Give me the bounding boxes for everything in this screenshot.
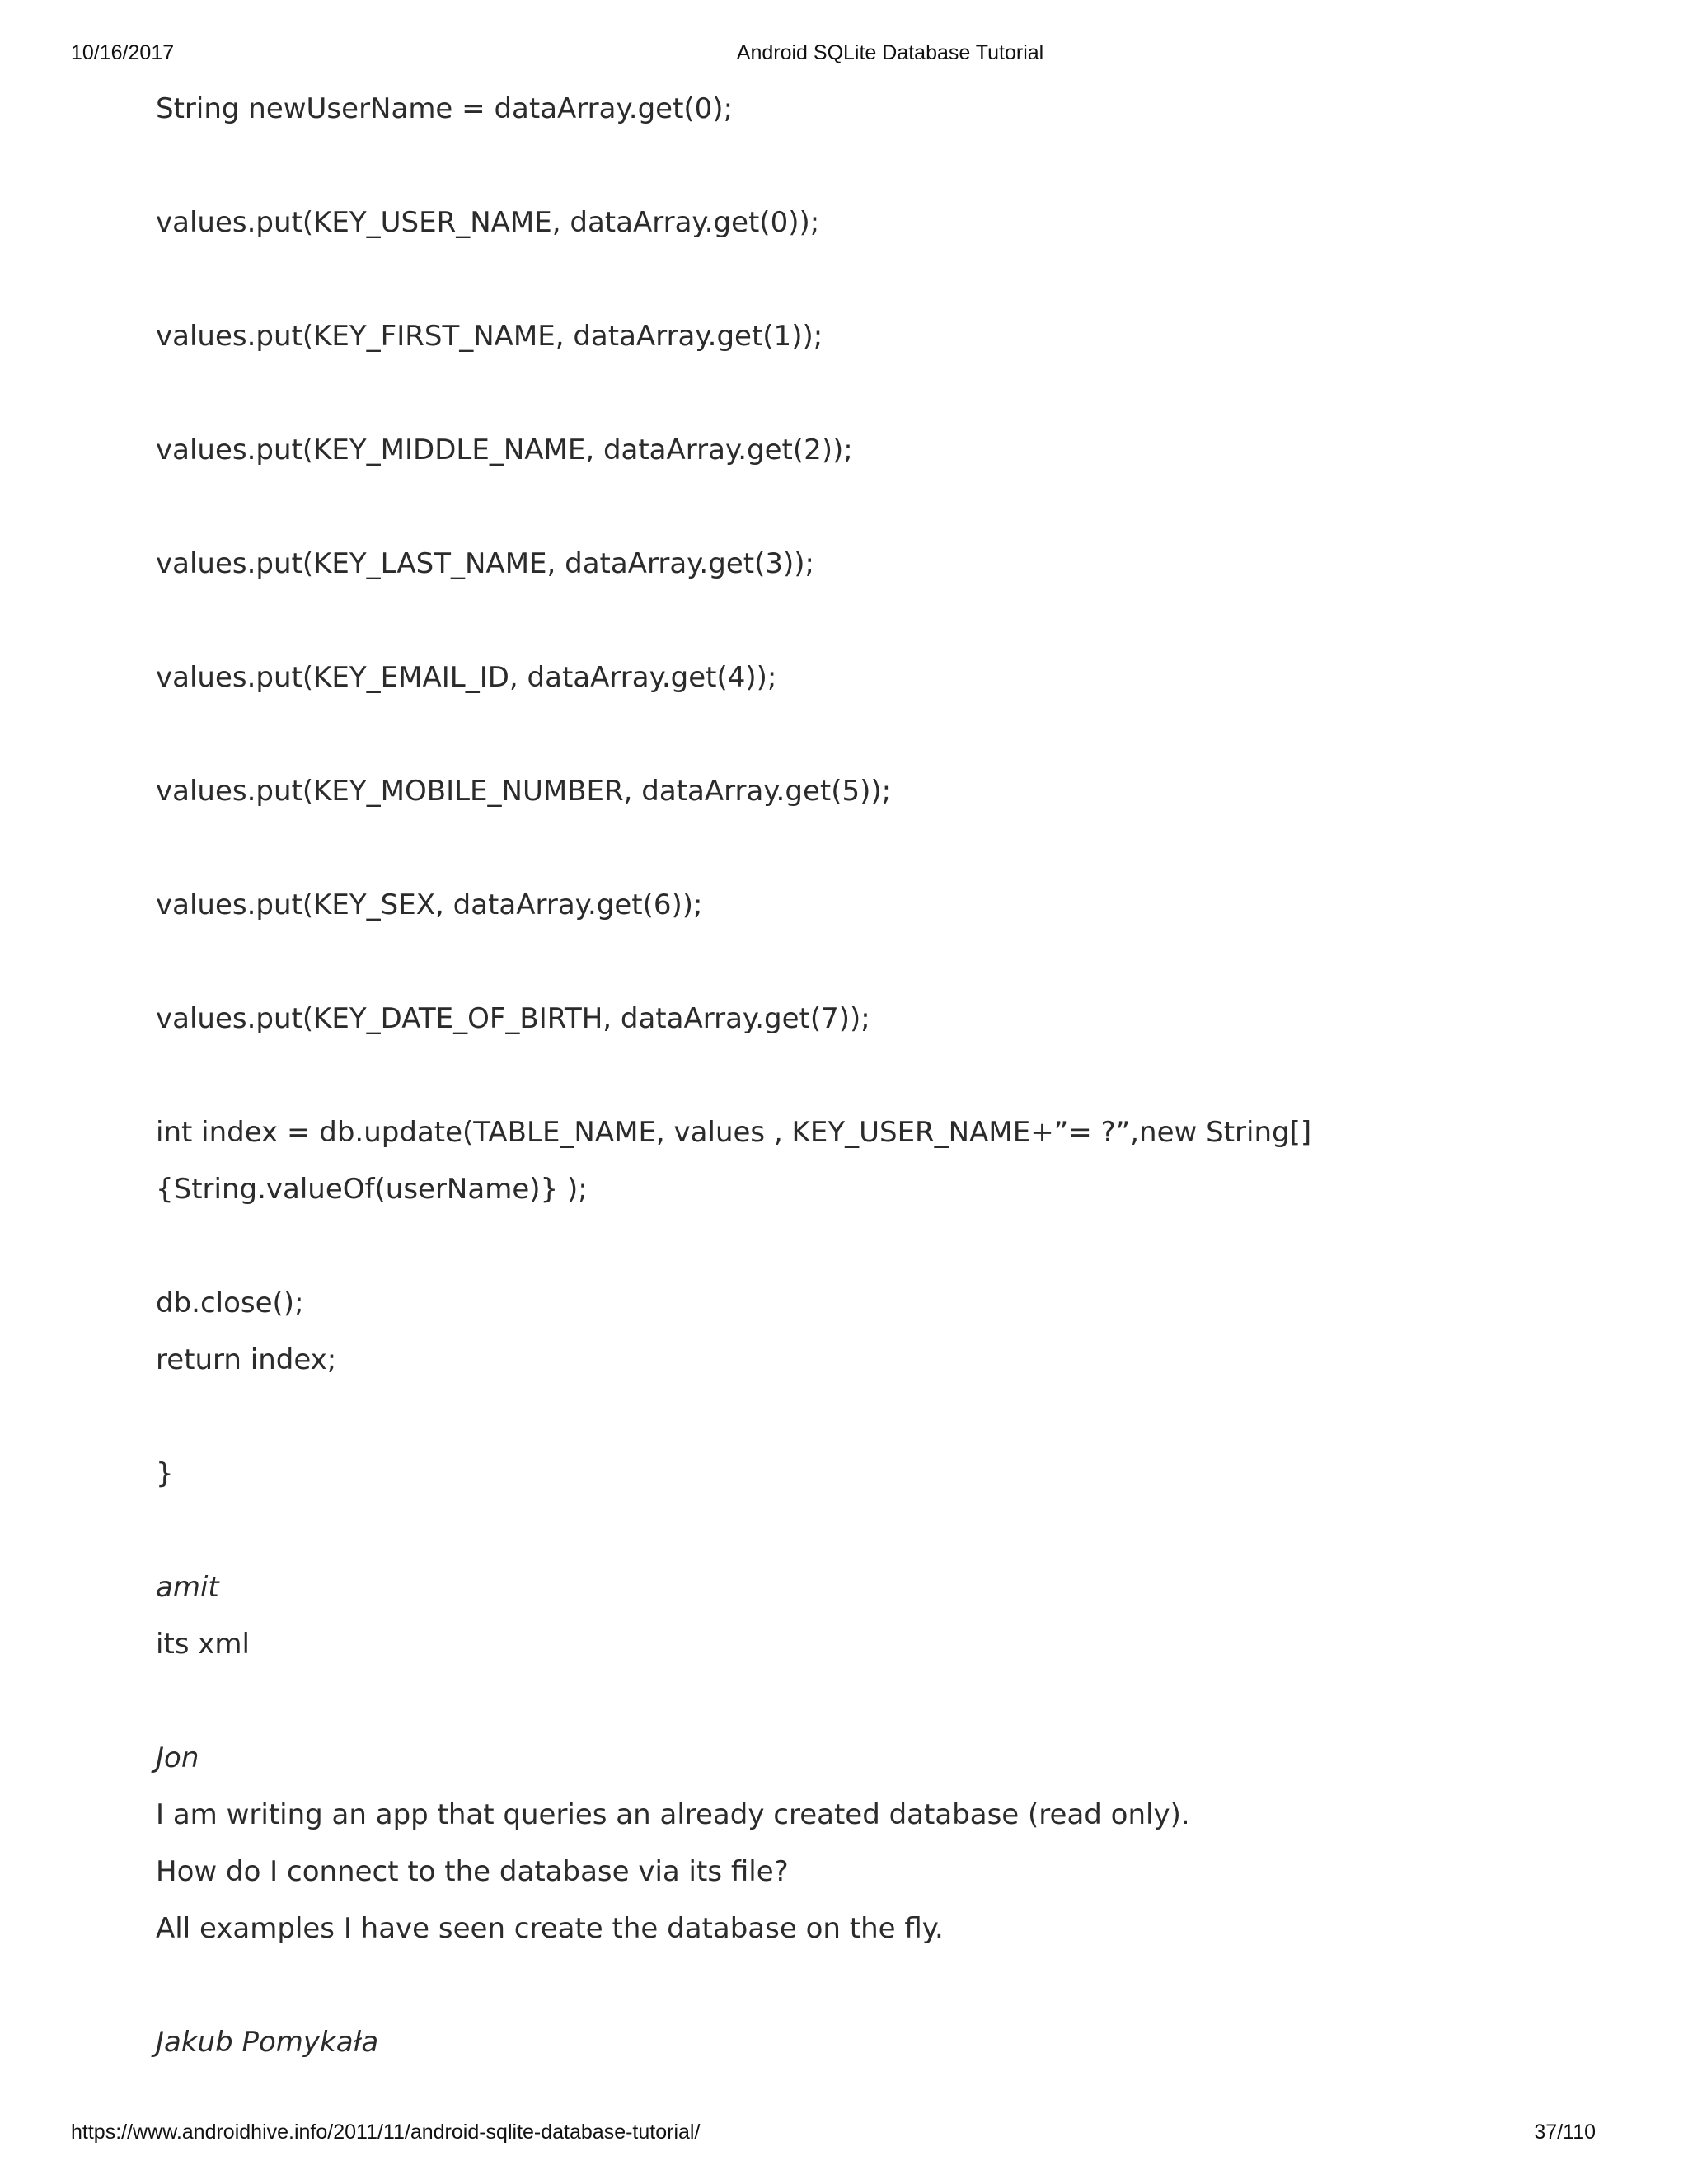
comment-author: Jon bbox=[156, 1741, 199, 1774]
code-line: } bbox=[156, 1457, 174, 1490]
comment-author: amit bbox=[156, 1571, 219, 1604]
code-line: values.put(KEY_EMAIL_ID, dataArray.get(4)); bbox=[156, 661, 777, 694]
comment-text: All examples I have seen create the database on the fly. bbox=[156, 1912, 944, 1945]
comment-text: I am writing an app that queries an already created database (read only). bbox=[156, 1798, 1190, 1831]
comment-text: How do I connect to the database via its file? bbox=[156, 1855, 789, 1888]
spacer bbox=[156, 479, 1606, 536]
code-line: String newUserName = dataArray.get(0); bbox=[156, 92, 734, 125]
code-line: db.close(); bbox=[156, 1286, 304, 1319]
code-line: values.put(KEY_FIRST_NAME, dataArray.get(1)); bbox=[156, 320, 823, 353]
comment-author: Jakub Pomykała bbox=[156, 2026, 379, 2059]
spacer bbox=[156, 1957, 1606, 2014]
spacer bbox=[156, 1502, 1606, 1559]
spacer bbox=[156, 593, 1606, 649]
code-line: values.put(KEY_MIDDLE_NAME, dataArray.get(2)); bbox=[156, 434, 853, 466]
spacer bbox=[156, 934, 1606, 991]
print-header bbox=[0, 41, 1688, 71]
print-footer bbox=[0, 2121, 1688, 2150]
code-line: values.put(KEY_SEX, dataArray.get(6)); bbox=[156, 888, 703, 921]
spacer bbox=[156, 1218, 1606, 1275]
spacer bbox=[156, 1673, 1606, 1730]
spacer bbox=[156, 820, 1606, 877]
code-line: values.put(KEY_MOBILE_NUMBER, dataArray.get(5)); bbox=[156, 775, 892, 808]
page-number: 37/110 bbox=[1534, 2121, 1596, 2144]
code-line: values.put(KEY_DATE_OF_BIRTH, dataArray.get(7)); bbox=[156, 1002, 870, 1035]
spacer bbox=[156, 706, 1606, 763]
code-line: values.put(KEY_LAST_NAME, dataArray.get(3)); bbox=[156, 547, 814, 580]
print-date: 10/16/2017 bbox=[71, 41, 175, 64]
spacer bbox=[156, 1047, 1606, 1104]
code-line: int index = db.update(TABLE_NAME, values , KEY_USER_NAME+”= ?”,new String[] bbox=[156, 1116, 1312, 1149]
page-content bbox=[156, 81, 1606, 2071]
code-line: {String.valueOf(userName)} ); bbox=[156, 1173, 588, 1206]
code-line: return index; bbox=[156, 1343, 337, 1376]
page-url: https://www.androidhive.info/2011/11/android-sqlite-database-tutorial/ bbox=[71, 2121, 701, 2144]
code-line: values.put(KEY_USER_NAME, dataArray.get(0)); bbox=[156, 206, 820, 239]
spacer bbox=[156, 251, 1606, 308]
spacer bbox=[156, 1389, 1606, 1446]
spacer bbox=[156, 138, 1606, 194]
spacer bbox=[156, 365, 1606, 422]
page-title: Android SQLite Database Tutorial bbox=[736, 41, 1044, 64]
comment-text: its xml bbox=[156, 1628, 250, 1661]
